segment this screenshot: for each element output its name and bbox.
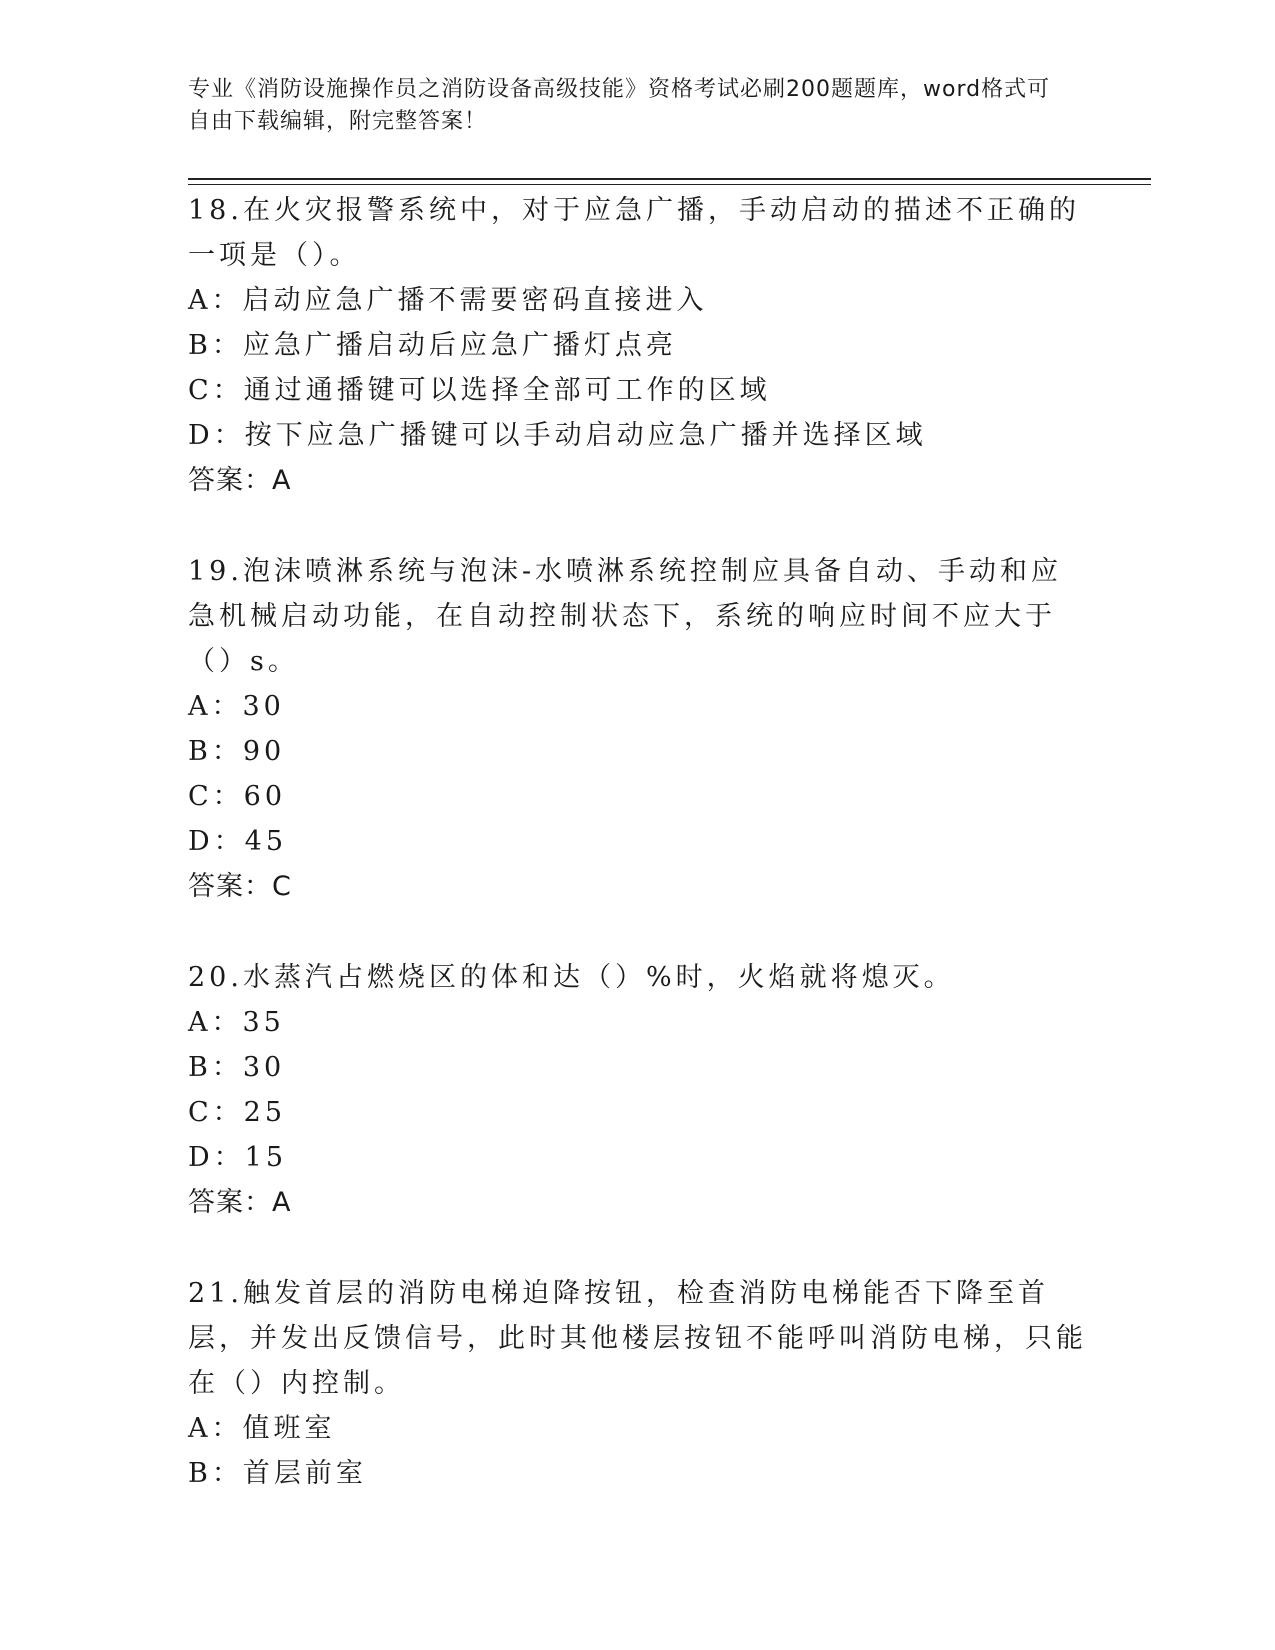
option-d: D：45 — [188, 826, 288, 857]
question-20 — [188, 955, 1088, 1225]
question-18 — [188, 188, 1088, 503]
header-divider-thick — [188, 178, 1151, 180]
option-a: A：30 — [188, 691, 285, 722]
option-c: C：25 — [188, 1097, 287, 1128]
answer: 答案：C — [188, 871, 292, 902]
question-spacer — [188, 909, 1088, 955]
answer: 答案：A — [188, 1187, 292, 1218]
question-text: 18.在火灾报警系统中，对于应急广播，手动启动的描述不正确的一项是（）。 — [188, 195, 1080, 271]
question-spacer — [188, 503, 1088, 549]
answer: 答案：A — [188, 465, 292, 496]
option-c: C：60 — [188, 781, 287, 812]
option-b: B：30 — [188, 1052, 286, 1083]
question-list — [188, 188, 1088, 1496]
option-d: D：15 — [188, 1142, 288, 1173]
option-a: A：启动应急广播不需要密码直接进入 — [188, 285, 708, 316]
option-b: B：首层前室 — [188, 1458, 367, 1489]
option-d: D：按下应急广播键可以手动启动应急广播并选择区域 — [188, 420, 927, 451]
question-text: 20.水蒸汽占燃烧区的体和达（）%时，火焰就将熄灭。 — [188, 962, 955, 993]
document-header: 专业《消防设施操作员之消防设备高级技能》资格考试必刷200题题库，word格式可自由下载编辑，附完整答案！ — [188, 77, 1051, 134]
option-c: C：通过通播键可以选择全部可工作的区域 — [188, 375, 771, 406]
option-b: B：90 — [188, 736, 286, 767]
question-spacer — [188, 1225, 1088, 1271]
option-a: A：35 — [188, 1007, 285, 1038]
option-a: A：值班室 — [188, 1413, 336, 1444]
question-21 — [188, 1271, 1088, 1496]
header-divider-thin — [188, 184, 1151, 185]
option-b: B：应急广播启动后应急广播灯点亮 — [188, 330, 677, 361]
question-text: 19.泡沫喷淋系统与泡沫-水喷淋系统控制应具备自动、手动和应急机械启动功能，在自动控制状态下，系统的响应时间不应大于（）s。 — [188, 556, 1063, 677]
question-19 — [188, 549, 1088, 909]
question-text: 21.触发首层的消防电梯迫降按钮，检查消防电梯能否下降至首层，并发出反馈信号，此时其他楼层按钮不能呼叫消防电梯，只能在（）内控制。 — [188, 1278, 1087, 1399]
